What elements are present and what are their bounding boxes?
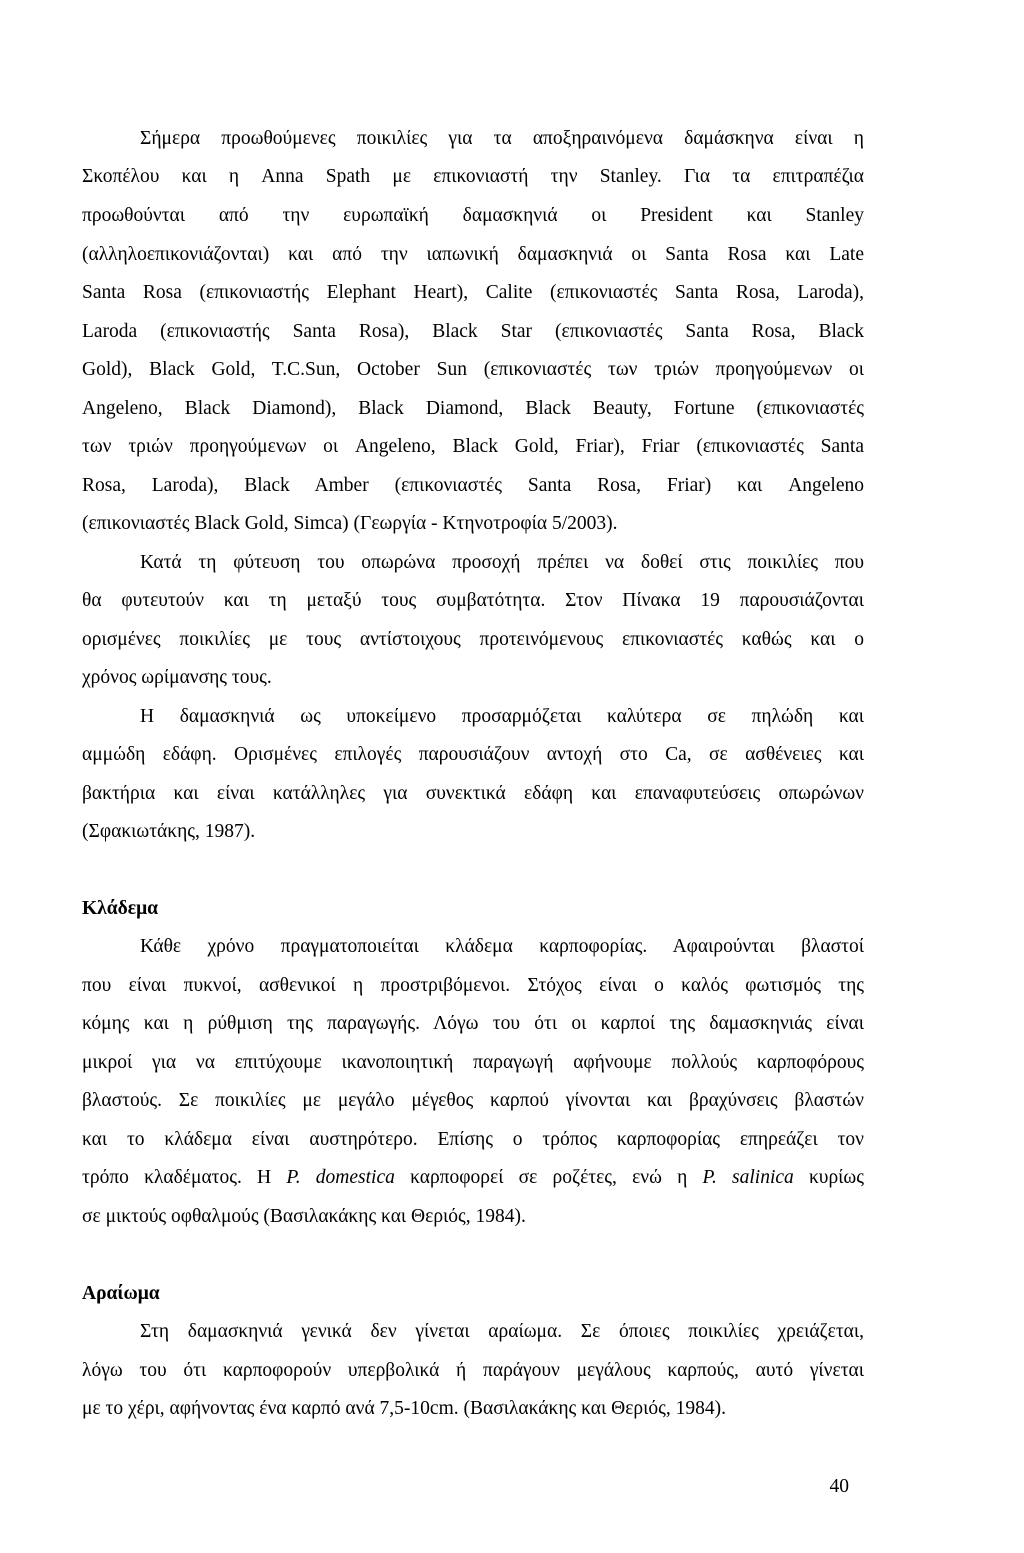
text-line: Gold), Black Gold, T.C.Sun, October Sun (επικονιαστές των τριών προηγούμενων οι <box>82 359 864 380</box>
text-run: καρποφορεί σε ροζέτες, ενώ η <box>394 1167 703 1188</box>
text-line: Κάθε χρόνο πραγματοποιείται κλάδεμα καρποφορίας. Αφαιρούνται βλαστοί <box>140 936 864 957</box>
page-number: 40 <box>829 1476 849 1497</box>
text-line: θα φυτευτούν και τη μεταξύ τους συμβατότητα. Στον Πίνακα 19 παρουσιάζονται <box>82 590 864 611</box>
text-line: που είναι πυκνοί, ασθενικοί η προστριβόμενοι. Στόχος είναι ο καλός φωτισμός της <box>82 975 864 996</box>
species-name: P. domestica <box>286 1167 395 1188</box>
text-line: Rosa, Laroda), Black Amber (επικονιαστές Santa Rosa, Friar) και Angeleno <box>82 475 864 496</box>
section-heading-pruning: Κλάδεμα <box>82 898 159 919</box>
text-run: κυρίως <box>793 1167 864 1188</box>
text-line: ορισμένες ποικιλίες με τους αντίστοιχους προτεινόμενους επικονιαστές καθώς και ο <box>82 629 864 650</box>
text-line: Σήμερα προωθούμενες ποικιλίες για τα αποξηραινόμενα δαμάσκηνα είναι η <box>140 128 864 149</box>
species-name: P. salinica <box>702 1167 794 1188</box>
text-line: κόμης και η ρύθμιση της παραγωγής. Λόγω του ότι οι καρποί της δαμασκηνιάς είναι <box>82 1013 864 1034</box>
text-line: Σκοπέλου και η Anna Spath με επικονιαστή την Stanley. Για τα επιτραπέζια <box>82 166 864 187</box>
text-line: Η δαμασκηνιά ως υποκείμενο προσαρμόζεται καλύτερα σε πηλώδη και <box>140 706 864 727</box>
text-line: λόγω του ότι καρποφορούν υπερβολικά ή παράγουν μεγάλους καρπούς, αυτό γίνεται <box>82 1360 864 1381</box>
text-line: Angeleno, Black Diamond), Black Diamond, Black Beauty, Fortune (επικονιαστές <box>82 398 864 419</box>
text-line: (επικονιαστές Black Gold, Simca) (Γεωργία - Κτηνοτροφία 5/2003). <box>82 513 618 534</box>
text-line: (Σφακιωτάκης, 1987). <box>82 821 256 842</box>
section-heading-thinning: Αραίωμα <box>82 1283 160 1304</box>
text-line: Στη δαμασκηνιά γενικά δεν γίνεται αραίωμα. Σε όποιες ποικιλίες χρειάζεται, <box>140 1321 864 1342</box>
text-line: χρόνος ωρίμανσης τους. <box>82 667 272 688</box>
text-line-with-italics <box>82 1166 864 1190</box>
text-line: Laroda (επικονιαστής Santa Rosa), Black Star (επικονιαστές Santa Rosa, Black <box>82 321 864 342</box>
text-run: τρόπο κλαδέματος. Η <box>82 1167 287 1188</box>
text-line: αμμώδη εδάφη. Ορισμένες επιλογές παρουσιάζουν αντοχή στο Ca, σε ασθένειες και <box>82 744 864 765</box>
text-line: (αλληλοεπικονιάζονται) και από την ιαπωνική δαμασκηνιά οι Santa Rosa και Late <box>82 244 864 265</box>
text-line: μικροί για να επιτύχουμε ικανοποιητική παραγωγή αφήνουμε πολλούς καρποφόρους <box>82 1052 864 1073</box>
text-line: προωθούνται από την ευρωπαϊκή δαμασκηνιά οι President και Stanley <box>82 205 864 226</box>
text-line: Santa Rosa (επικονιαστής Elephant Heart), Calite (επικονιαστές Santa Rosa, Laroda), <box>82 282 864 303</box>
text-line: και το κλάδεμα είναι αυστηρότερο. Επίσης ο τρόπος καρποφορίας επηρεάζει τον <box>82 1129 864 1150</box>
text-line: με το χέρι, αφήνοντας ένα καρπό ανά 7,5-10cm. (Βασιλακάκης και Θεριός, 1984). <box>82 1398 726 1419</box>
text-line: βλαστούς. Σε ποικιλίες με μεγάλο μέγεθος καρπού γίνονται και βραχύνσεις βλαστών <box>82 1090 864 1111</box>
text-line: βακτήρια και είναι κατάλληλες για συνεκτικά εδάφη και επαναφυτεύσεις οπωρώνων <box>82 783 864 804</box>
text-line: Κατά τη φύτευση του οπωρώνα προσοχή πρέπει να δοθεί στις ποικιλίες που <box>140 552 864 573</box>
text-line: των τριών προηγούμενων οι Angeleno, Black Gold, Friar), Friar (επικονιαστές Santa <box>82 436 864 457</box>
text-line: σε μικτούς οφθαλμούς (Βασιλακάκης και Θεριός, 1984). <box>82 1206 526 1227</box>
